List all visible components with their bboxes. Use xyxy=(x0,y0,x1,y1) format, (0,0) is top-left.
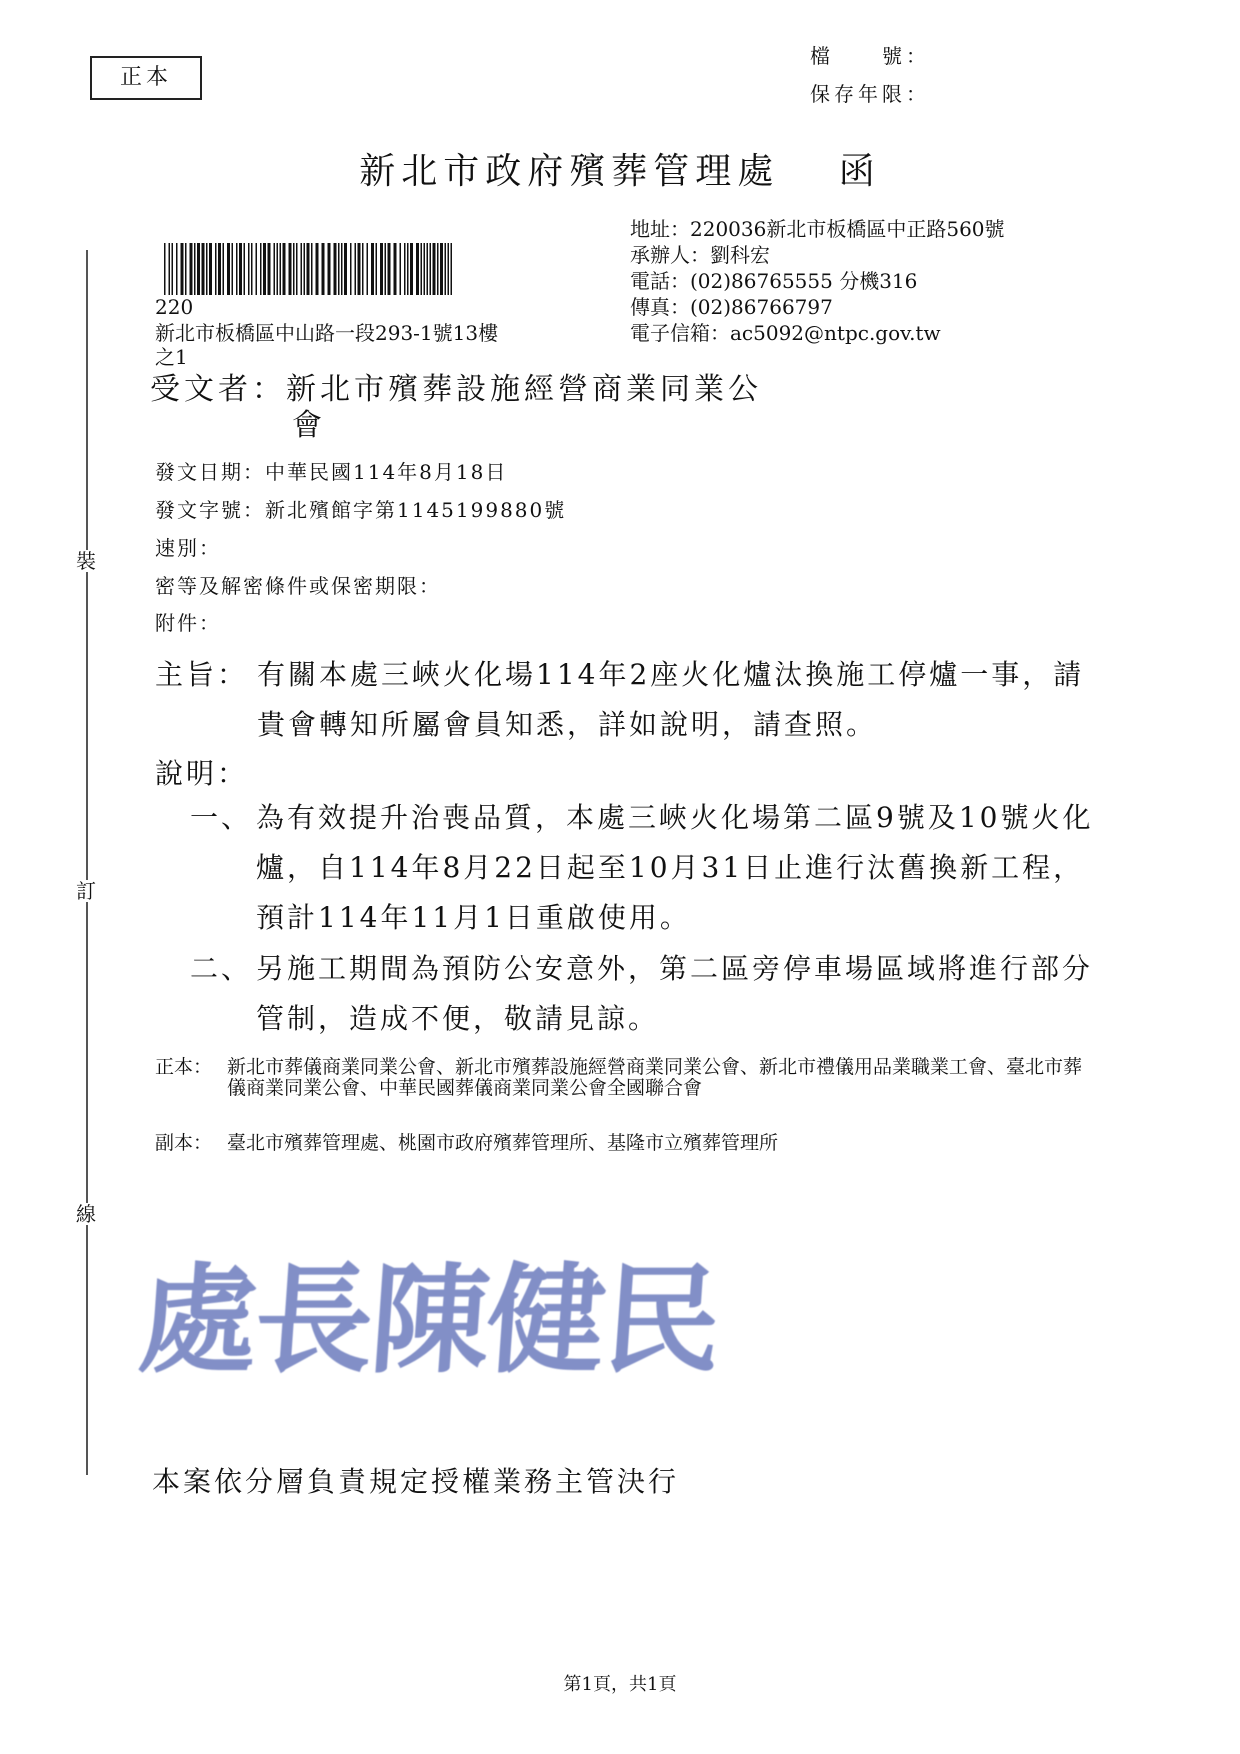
issue-date: 發文日期：中華民國114年8月18日 xyxy=(155,460,508,484)
original-recipients-label: 正本： xyxy=(155,1056,213,1078)
original-copy-stamp: 正本 xyxy=(90,56,202,100)
recipient-address-line2: 之1 xyxy=(155,345,188,369)
retention-period: 保存年限： xyxy=(810,82,930,106)
original-recipients-list: 新北市葬儀商業同業公會、新北市殯葬設施經營商業同業公會、新北市禮儀用品業職業工會、臺北市葬儀商業同業公會、中華民國葬儀商業同業公會全國聯合會 xyxy=(227,1056,1083,1099)
description-item-1 xyxy=(190,793,1110,943)
delivery-speed: 速別： xyxy=(155,536,221,560)
copy-recipients xyxy=(155,1133,1085,1154)
attachments: 附件： xyxy=(155,611,221,635)
description-item-text: 另施工期間為預防公安意外，第二區旁停車場區域將進行部分管制，造成不便，敬請見諒。 xyxy=(256,952,1094,1035)
barcode-image xyxy=(164,243,456,295)
sender-fax: 傳真：(02)86766797 xyxy=(630,295,833,319)
page-number: 第1頁，共1頁 xyxy=(563,1674,677,1695)
recipient-line1: 受文者：新北市殯葬設施經營商業同業公 xyxy=(150,372,762,407)
binding-mark-ding: 訂 xyxy=(76,879,96,903)
sender-info xyxy=(630,216,1005,346)
authorization-note: 本案依分層負責規定授權業務主管決行 xyxy=(152,1465,680,1498)
description-label: 說明： xyxy=(155,757,249,790)
binding-line xyxy=(86,250,88,1475)
binding-mark-zhuang: 裝 xyxy=(76,549,96,573)
description-item-2 xyxy=(190,944,1110,1044)
file-number: 檔 號： xyxy=(810,44,930,68)
description-item-number: 二、 xyxy=(190,952,253,985)
subject-section xyxy=(155,650,1115,750)
recipient-address-line1: 新北市板橋區中山路一段293-1號13樓 xyxy=(155,321,499,345)
binding-mark-xian: 線 xyxy=(76,1202,96,1226)
recipient xyxy=(150,372,762,444)
subject-label: 主旨： xyxy=(155,658,249,691)
description-item-number: 一、 xyxy=(190,801,253,834)
sender-handler: 承辦人：劉科宏 xyxy=(630,243,770,267)
document-title: 新北市政府殯葬管理處 函 xyxy=(359,151,881,192)
subject-text: 有關本處三峽火化場114年2座火化爐汰換施工停爐一事，請貴會轉知所屬會員知悉，詳如說明，請查照。 xyxy=(257,658,1085,741)
recipient-postal-code: 220 xyxy=(155,295,194,319)
secrecy-level: 密等及解密條件或保密期限： xyxy=(155,574,441,598)
sender-email: 電子信箱：ac5092@ntpc.gov.tw xyxy=(630,321,941,345)
copy-recipients-label: 副本： xyxy=(155,1132,213,1154)
sender-phone: 電話：(02)86765555 分機316 xyxy=(630,269,918,293)
director-seal: 處長陳健民 xyxy=(134,1250,725,1389)
copy-recipients-list: 臺北市殯葬管理處、桃園市政府殯葬管理所、基隆市立殯葬管理所 xyxy=(227,1132,779,1154)
recipient-line2: 會 xyxy=(292,408,326,443)
description-item-text: 為有效提升治喪品質，本處三峽火化場第二區9號及10號火化爐，自114年8月22日起至10月31日止進行汰舊換新工程，預計114年11月1日重啟使用。 xyxy=(256,801,1094,934)
sender-address: 地址：220036新北市板橋區中正路560號 xyxy=(630,217,1005,241)
original-recipients xyxy=(155,1057,1085,1099)
document-number: 發文字號：新北殯館字第1145199880號 xyxy=(155,498,567,522)
